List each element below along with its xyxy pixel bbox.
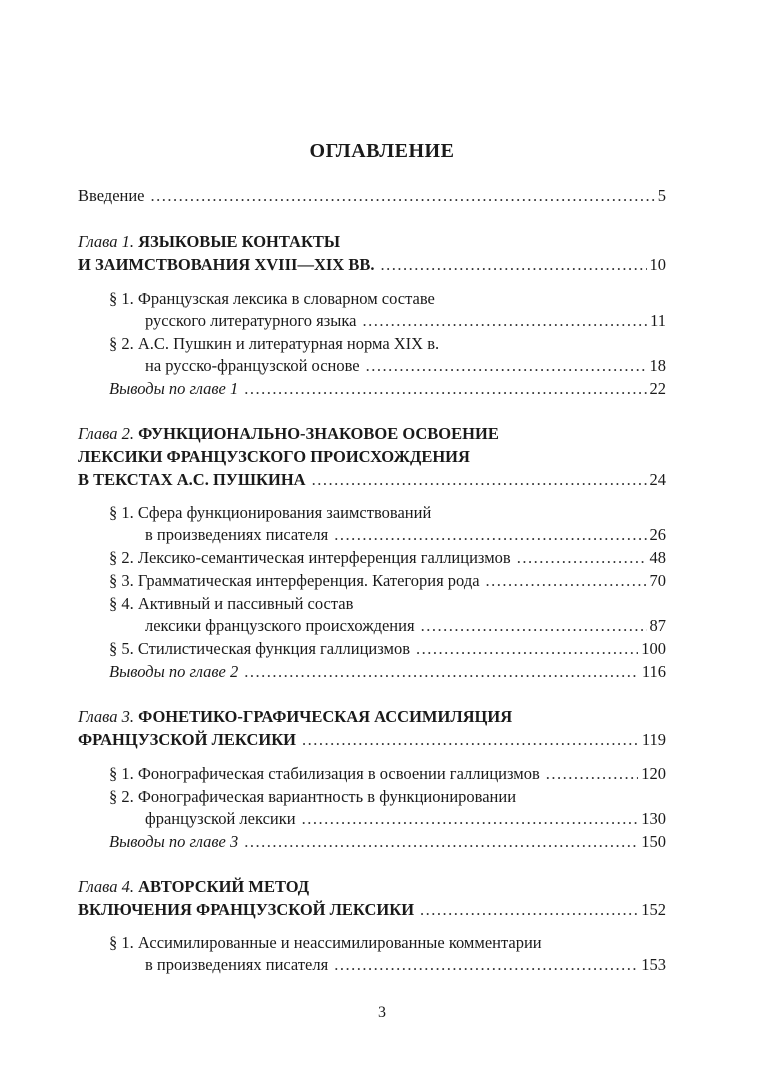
leader-dots: [420, 899, 638, 921]
entry-page: 150: [641, 832, 666, 851]
section-entry[interactable]: [109, 786, 516, 808]
entry-page: 87: [649, 616, 666, 635]
section-entry[interactable]: [109, 333, 439, 355]
section-line: § 2. Фонографическая вариантность в функционировании: [109, 787, 517, 806]
chapter-heading-line[interactable]: [78, 446, 470, 468]
chapter-title-line: ВКЛЮЧЕНИЯ ФРАНЦУЗСКОЙ ЛЕКСИКИ: [78, 900, 415, 919]
entry-text: Введение: [78, 186, 145, 205]
chapter-heading-last-line[interactable]: [78, 899, 666, 921]
chapter-label: Глава 1.: [78, 232, 134, 251]
section-entry[interactable]: [109, 570, 666, 592]
chapter-heading-last-line[interactable]: [78, 254, 666, 276]
leader-dots: [546, 763, 638, 785]
chapter-heading[interactable]: [78, 706, 512, 728]
section-line: § 1. Сфера функционирования заимствований: [109, 503, 432, 522]
leader-dots: [312, 469, 647, 491]
toc-entry-intro[interactable]: [78, 185, 666, 207]
section-line: в произведениях писателя: [145, 955, 329, 974]
chapter-conclusion[interactable]: [109, 378, 666, 400]
section-line: в произведениях писателя: [145, 525, 329, 544]
entry-page: 120: [641, 764, 666, 783]
entry-page: 100: [641, 639, 666, 658]
section-entry[interactable]: [109, 288, 435, 310]
chapter-title-line: АВТОРСКИЙ МЕТОД: [138, 877, 310, 896]
entry-page: 130: [641, 809, 666, 828]
leader-dots: [486, 570, 647, 592]
leader-dots: [362, 310, 647, 332]
chapter-label: Глава 2.: [78, 424, 134, 443]
entry-page: 11: [650, 311, 666, 330]
leader-dots: [244, 831, 638, 853]
section-entry-last-line[interactable]: [145, 954, 666, 976]
section-entry-last-line[interactable]: [145, 524, 666, 546]
section-line: § 2. Лексико-семантическая интерференция галлицизмов: [109, 548, 511, 567]
entry-page: 119: [641, 730, 666, 749]
section-line: § 1. Ассимилированные и неассимилированные комментарии: [109, 933, 542, 952]
chapter-heading[interactable]: [78, 423, 499, 445]
conclusion-text: Выводы по главе 1: [109, 379, 239, 398]
section-entry[interactable]: [109, 502, 431, 524]
leader-dots: [421, 615, 647, 637]
section-line: § 1. Фонографическая стабилизация в освоении галлицизмов: [109, 764, 540, 783]
chapter-title-line: ФУНКЦИОНАЛЬНО-ЗНАКОВОЕ ОСВОЕНИЕ: [138, 424, 499, 443]
leader-dots: [302, 808, 639, 830]
leader-dots: [244, 661, 639, 683]
conclusion-text: Выводы по главе 2: [109, 662, 239, 681]
section-entry-last-line[interactable]: [145, 310, 666, 332]
section-line: французской лексики: [145, 809, 296, 828]
leader-dots: [366, 355, 647, 377]
chapter-title-line: ФРАНЦУЗСКОЙ ЛЕКСИКИ: [78, 730, 296, 749]
chapter-conclusion[interactable]: [109, 661, 666, 683]
section-line: на русско-французской основе: [145, 356, 360, 375]
chapter-conclusion[interactable]: [109, 831, 666, 853]
section-entry-last-line[interactable]: [145, 355, 666, 377]
page-number: 3: [378, 1004, 386, 1021]
chapter-heading-last-line[interactable]: [78, 729, 666, 751]
leader-dots: [302, 729, 639, 751]
section-entry[interactable]: [109, 763, 666, 785]
section-entry[interactable]: [109, 638, 666, 660]
chapter-heading-last-line[interactable]: [78, 469, 666, 491]
leader-dots: [380, 254, 646, 276]
section-entry-last-line[interactable]: [145, 808, 666, 830]
entry-page: 24: [649, 470, 666, 489]
section-entry[interactable]: [109, 932, 542, 954]
toc-title: ОГЛАВЛЕНИЕ: [309, 140, 455, 162]
entry-page: 10: [649, 255, 666, 274]
section-entry[interactable]: [109, 593, 353, 615]
entry-page: 152: [641, 900, 666, 919]
section-line: § 2. А.С. Пушкин и литературная норма XIX в.: [109, 334, 440, 353]
section-line: § 4. Активный и пассивный состав: [109, 594, 354, 613]
chapter-heading[interactable]: [78, 876, 309, 898]
chapter-heading[interactable]: [78, 231, 340, 253]
section-line: § 5. Стилистическая функция галлицизмов: [109, 639, 411, 658]
leader-dots: [334, 524, 646, 546]
chapter-title-line: ЛЕКСИКИ ФРАНЦУЗСКОГО ПРОИСХОЖДЕНИЯ: [78, 447, 470, 466]
leader-dots: [334, 954, 638, 976]
leader-dots: [416, 638, 638, 660]
chapter-title-line: ФОНЕТИКО-ГРАФИЧЕСКАЯ АССИМИЛЯЦИЯ: [138, 707, 513, 726]
entry-page: 48: [649, 548, 666, 567]
chapter-title-line: И ЗАИМСТВОВАНИЯ XVIII—XIX ВВ.: [78, 255, 375, 274]
leader-dots: [151, 185, 655, 207]
chapter-title-line: ЯЗЫКОВЫЕ КОНТАКТЫ: [138, 232, 341, 251]
chapter-title-line: В ТЕКСТАХ А.С. ПУШКИНА: [78, 470, 306, 489]
entry-page: 22: [649, 379, 666, 398]
section-line: § 1. Французская лексика в словарном составе: [109, 289, 435, 308]
entry-page: 70: [649, 571, 666, 590]
entry-page: 18: [649, 356, 666, 375]
section-line: лексики французского происхождения: [145, 616, 415, 635]
leader-dots: [244, 378, 646, 400]
section-line: § 3. Грамматическая интерференция. Категория рода: [109, 571, 480, 590]
chapter-label: Глава 4.: [78, 877, 134, 896]
chapter-label: Глава 3.: [78, 707, 134, 726]
entry-page: 153: [641, 955, 666, 974]
section-entry-last-line[interactable]: [145, 615, 666, 637]
entry-page: 5: [657, 186, 666, 205]
section-entry[interactable]: [109, 547, 666, 569]
entry-page: 116: [641, 662, 666, 681]
entry-page: 26: [649, 525, 666, 544]
conclusion-text: Выводы по главе 3: [109, 832, 239, 851]
leader-dots: [517, 547, 647, 569]
section-line: русского литературного языка: [145, 311, 357, 330]
